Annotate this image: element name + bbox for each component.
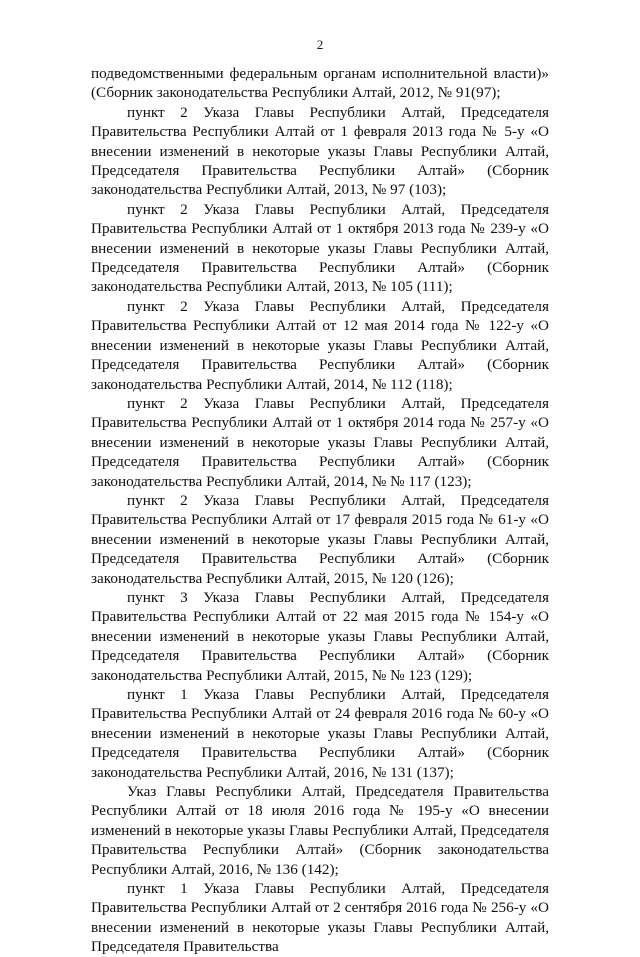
paragraph: пункт 1 Указа Главы Республики Алтай, Председателя Правительства Республики Алтай от 2 сентября 2016 года № 256-у «О внесении изменений в некоторые указы Главы Республики Алтай, Председателя Правительства [91, 880, 549, 956]
paragraph: пункт 1 Указа Главы Республики Алтай, Председателя Правительства Республики Алтай от 24 февраля 2016 года № 60-у «О внесении изменений в некоторые указы Главы Республики Алтай, Председателя Правительства Республики Алтай» (Сборник законодательства Республики Алтай, 2016, № 131 (137); [91, 686, 549, 781]
paragraph: пункт 2 Указа Главы Республики Алтай, Председателя Правительства Республики Алтай от 17 февраля 2015 года № 61-у «О внесении изменений в некоторые указы Главы Республики Алтай, Председателя Правительства Республики Алтай» (Сборник законодательства Республики Алтай, 2015, № 120 (126); [91, 491, 549, 587]
page-number: 2 [316, 37, 324, 52]
paragraph: пункт 2 Указа Главы Республики Алтай, Председателя Правительства Республики Алтай от 1 октября 2014 года № 257-у «О внесении изменений в некоторые указы Главы Республики Алтай, Председателя Правительства Республики Алтай» (Сборник законодательства Республики Алтай, 2014, № № 117 (123); [91, 394, 549, 490]
paragraph: пункт 2 Указа Главы Республики Алтай, Председателя Правительства Республики Алтай от 12 мая 2014 года № 122-у «О внесении изменений в некоторые указы Главы Республики Алтай, Председателя Правительства Республики Алтай» (Сборник законодательства Республики Алтай, 2014, № 112 (118); [91, 297, 549, 393]
paragraph: Указ Главы Республики Алтай, Председателя Правительства Республики Алтай от 18 июля 2016 года № 195-у «О внесении изменений в некоторые указы Главы Республики Алтай, Председателя Правительства Республики Алтай» (Сборник законодательства Республики Алтай, 2016, № 136 (142); [91, 783, 549, 878]
paragraph: пункт 2 Указа Главы Республики Алтай, Председателя Правительства Республики Алтай от 1 февраля 2013 года № 5-у «О внесении изменений в некоторые указы Главы Республики Алтай, Председателя Правительства Республики Алтай» (Сборник законодательства Республики Алтай, 2013, № 97 (103); [91, 103, 549, 199]
paragraph: пункт 3 Указа Главы Республики Алтай, Председателя Правительства Республики Алтай от 22 мая 2015 года № 154-у «О внесении изменений в некоторые указы Главы Республики Алтай, Председателя Правительства Республики Алтай» (Сборник законодательства Республики Алтай, 2015, № № 123 (129); [91, 588, 549, 684]
paragraph: подведомственными федеральным органам исполнительной власти)» (Сборник законодательства Республики Алтай, 2012, № 91(97); [91, 65, 549, 102]
paragraph: пункт 2 Указа Главы Республики Алтай, Председателя Правительства Республики Алтай от 1 октября 2013 года № 239-у «О внесении изменений в некоторые указы Главы Республики Алтай, Председателя Правительства Республики Алтай» (Сборник законодательства Республики Алтай, 2013, № 105 (111); [91, 200, 549, 296]
document-body [91, 64, 549, 957]
